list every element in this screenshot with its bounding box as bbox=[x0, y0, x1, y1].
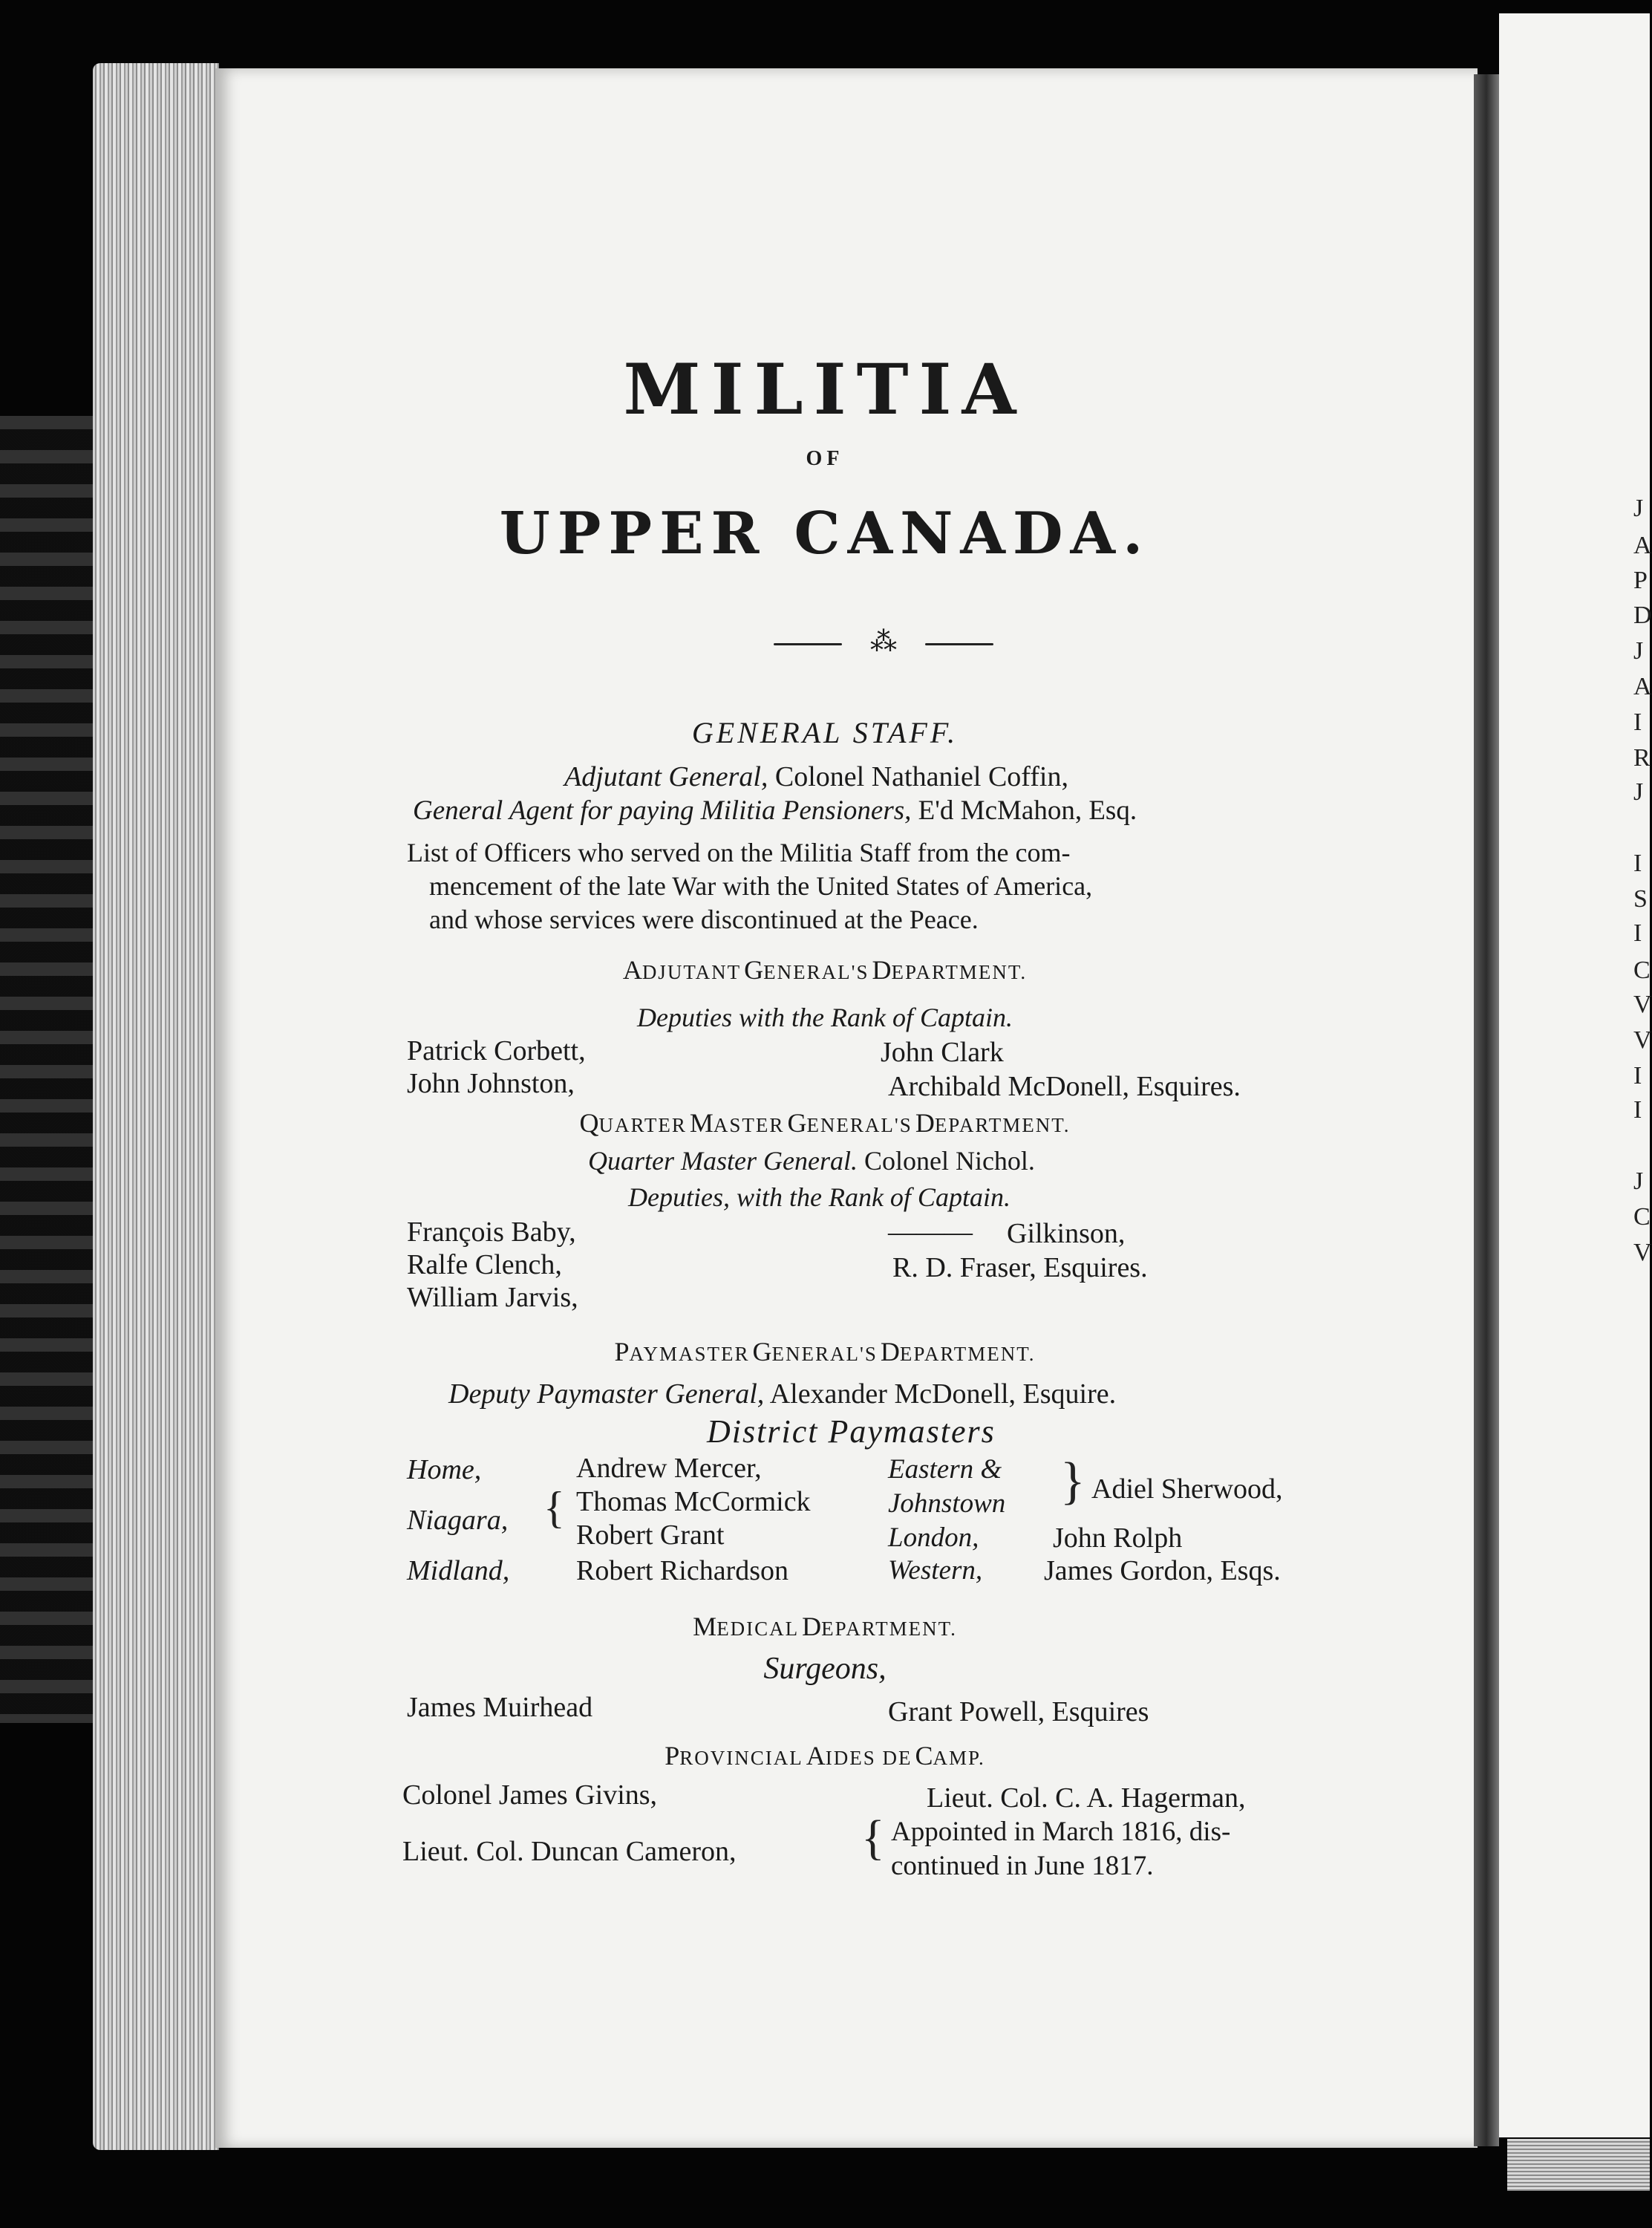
officer-name: Archibald McDonell, Esquires. bbox=[888, 1071, 1241, 1102]
facing-page-letter: V bbox=[1633, 1026, 1652, 1054]
adjutant-deputies-subheading: Deputies with the Rank of Captain. bbox=[637, 1003, 1013, 1032]
district-name: Johnstown bbox=[888, 1488, 1006, 1519]
district-name: Home, bbox=[407, 1454, 482, 1485]
paymaster-department-heading: PAYMASTER GENERAL'S DEPARTMENT. bbox=[614, 1337, 1036, 1367]
aide-name: Lieut. Col. Duncan Cameron, bbox=[402, 1836, 737, 1867]
facing-page-letter: S bbox=[1633, 885, 1648, 913]
quartermaster-general-line: Quarter Master General. Colonel Nichol. bbox=[588, 1146, 1035, 1176]
quartermaster-deputies-subheading: Deputies, with the Rank of Captain. bbox=[628, 1182, 1011, 1212]
paymaster-name: Thomas McCormick bbox=[576, 1486, 811, 1517]
facing-page-letter: I bbox=[1633, 919, 1642, 947]
facing-page-letter: D bbox=[1633, 602, 1652, 629]
ornament-flourish-icon: ⁂ bbox=[870, 627, 897, 657]
officer-list-intro-line: mencement of the late War with the United States of America, bbox=[429, 871, 1093, 901]
brace-icon: { bbox=[861, 1811, 885, 1865]
page-subtitle: UPPER CANADA. bbox=[499, 500, 1151, 567]
appointment-note: continued in June 1817. bbox=[891, 1851, 1154, 1881]
facing-page-letter: P bbox=[1633, 567, 1648, 594]
officer-list-intro-line: List of Officers who served on the Militia Staff from the com- bbox=[407, 838, 1071, 867]
aides-de-camp-heading: PROVINCIAL AIDES DE CAMP. bbox=[665, 1741, 985, 1771]
ornament-rule-left bbox=[774, 643, 842, 645]
facing-page-letter: I bbox=[1633, 1062, 1642, 1089]
facing-page-letter: V bbox=[1633, 991, 1652, 1018]
adjutant-department-heading: ADJUTANT GENERAL'S DEPARTMENT. bbox=[622, 955, 1028, 985]
facing-page-letter: J bbox=[1633, 637, 1644, 665]
surgeons-subheading: Surgeons, bbox=[763, 1652, 887, 1686]
facing-page-letter: J bbox=[1633, 1167, 1644, 1195]
officer-name: François Baby, bbox=[407, 1216, 576, 1248]
adjutant-general-name: Colonel Nathaniel Coffin, bbox=[774, 761, 1068, 792]
surname-dash: ——— bbox=[888, 1216, 973, 1248]
district-name: Midland, bbox=[407, 1555, 510, 1586]
brace-icon: { bbox=[543, 1483, 565, 1532]
district-name: Western, bbox=[888, 1555, 983, 1586]
book-edge-shadow bbox=[0, 416, 93, 1723]
facing-page-letter: I bbox=[1633, 709, 1642, 736]
officer-name: Gilkinson, bbox=[1007, 1218, 1126, 1249]
facing-page-letter: V bbox=[1633, 1239, 1652, 1266]
aide-name: Lieut. Col. C. A. Hagerman, bbox=[927, 1782, 1246, 1814]
paymaster-name: Robert Grant bbox=[576, 1519, 725, 1551]
facing-page-letter: C bbox=[1633, 957, 1651, 984]
officer-name: R. D. Fraser, Esquires. bbox=[892, 1252, 1148, 1283]
district-name: Niagara, bbox=[407, 1505, 509, 1536]
district-name: London, bbox=[888, 1522, 979, 1553]
facing-page-letter: A bbox=[1633, 673, 1652, 700]
pension-agent-line bbox=[413, 797, 1137, 824]
paymaster-name: John Rolph bbox=[1053, 1522, 1183, 1554]
general-staff-heading: GENERAL STAFF. bbox=[691, 716, 959, 749]
facing-page-stack bbox=[1507, 2139, 1650, 2191]
district-paymasters-heading: District Paymasters bbox=[707, 1413, 996, 1450]
surgeon-name: Grant Powell, Esquires bbox=[888, 1696, 1149, 1727]
medical-department-heading: MEDICAL DEPARTMENT. bbox=[693, 1612, 957, 1641]
quartermaster-department-heading: QUARTER MASTER GENERAL'S DEPARTMENT. bbox=[579, 1108, 1071, 1138]
adjutant-general-line bbox=[564, 763, 1068, 791]
officer-name: Patrick Corbett, bbox=[407, 1035, 586, 1066]
paymaster-name: Robert Richardson bbox=[576, 1555, 789, 1586]
page-title: MILITIA bbox=[623, 349, 1027, 431]
facing-page-letter: I bbox=[1633, 850, 1642, 877]
officer-list-intro-line: and whose services were discontinued at the Peace. bbox=[429, 905, 979, 934]
facing-page-letter: C bbox=[1633, 1203, 1651, 1231]
surgeon-name: James Muirhead bbox=[407, 1692, 593, 1723]
deputy-paymaster-line: Deputy Paymaster General, Alexander McDonell, Esquire. bbox=[448, 1378, 1117, 1410]
adjutant-general-role: Adjutant General, bbox=[564, 761, 768, 792]
title-connector: OF bbox=[806, 447, 844, 470]
officer-name: William Jarvis, bbox=[407, 1282, 578, 1313]
pension-agent-role: General Agent for paying Militia Pensioners, bbox=[413, 795, 912, 826]
facing-page-letter: A bbox=[1633, 532, 1652, 559]
facing-page-letter: R bbox=[1633, 744, 1651, 772]
pension-agent-name: E'd McMahon, Esq. bbox=[918, 795, 1137, 826]
facing-page-letter: J bbox=[1633, 495, 1644, 522]
facing-page bbox=[1499, 13, 1650, 2137]
facing-page-letter: J bbox=[1633, 778, 1644, 806]
aide-name: Colonel James Givins, bbox=[402, 1779, 658, 1811]
officer-name: Ralfe Clench, bbox=[407, 1249, 562, 1280]
facing-page-letter: I bbox=[1633, 1096, 1642, 1124]
paymaster-name: Andrew Mercer, bbox=[576, 1453, 762, 1484]
brace-icon: } bbox=[1060, 1453, 1085, 1510]
district-name: Eastern & bbox=[888, 1454, 1002, 1485]
ornament-rule-right bbox=[925, 643, 993, 645]
paymaster-name: James Gordon, Esqs. bbox=[1044, 1555, 1281, 1586]
officer-name: John Clark bbox=[881, 1037, 1004, 1068]
paymaster-name: Adiel Sherwood, bbox=[1091, 1473, 1283, 1505]
officer-name: John Johnston, bbox=[407, 1068, 575, 1099]
appointment-note: Appointed in March 1816, dis- bbox=[891, 1817, 1231, 1847]
